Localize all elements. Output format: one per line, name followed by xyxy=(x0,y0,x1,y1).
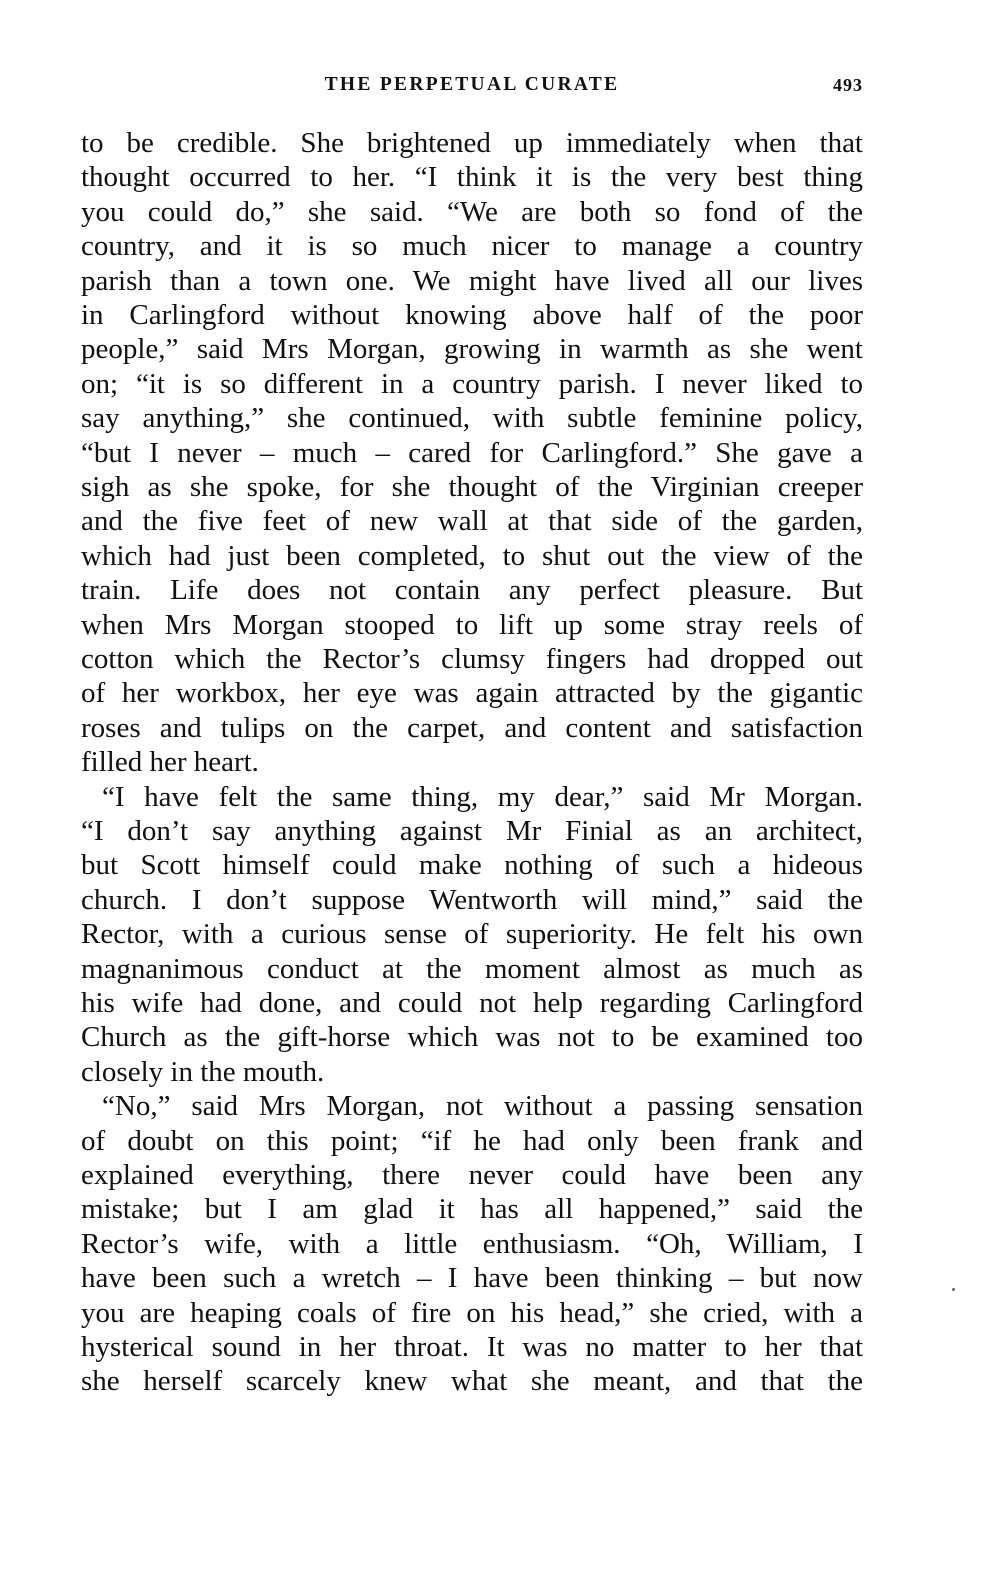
text-line: hysterical sound in her throat. It was no matter to her that xyxy=(81,1331,863,1363)
body-text xyxy=(81,126,863,1396)
text-line: you could do,” she said. “We are both so fond of the xyxy=(81,195,863,228)
text-line: say anything,” she continued, with subtle feminine policy, xyxy=(81,402,863,435)
text-line: “but I never – much – cared for Carlingford.” She gave a xyxy=(81,436,863,469)
text-line: Rector’s wife, with a little enthusiasm. “Oh, William, I xyxy=(81,1227,863,1260)
text-line: country, and it is so much nicer to manage a country xyxy=(81,230,863,263)
text-line: cotton which the Rector’s clumsy fingers had dropped out xyxy=(81,643,863,675)
text-line: she herself scarcely knew what she meant, and that the xyxy=(81,1365,863,1398)
text-line: but Scott himself could make nothing of such a hideous xyxy=(81,849,863,882)
text-line: closely in the mouth. xyxy=(81,1055,325,1088)
text-line: on; “it is so different in a country parish. I never liked to xyxy=(81,367,863,400)
running-title: THE PERPETUAL CURATE xyxy=(324,74,620,95)
text-line: “I don’t say anything against Mr Finial as an architect, xyxy=(81,815,863,847)
text-line: which had just been completed, to shut out the view of the xyxy=(81,539,863,572)
text-line: and the five feet of new wall at that side of the garden, xyxy=(81,505,863,538)
text-line: Church as the gift-horse which was not to be examined too xyxy=(81,1021,863,1054)
text-line: Rector, with a curious sense of superiority. He felt his own xyxy=(81,918,863,951)
text-line: “I have felt the same thing, my dear,” said Mr Morgan. xyxy=(102,780,863,813)
text-line: of her workbox, her eye was again attracted by the gigantic xyxy=(81,677,863,710)
running-head xyxy=(81,72,863,102)
text-line: church. I don’t suppose Wentworth will mind,” said the xyxy=(81,883,863,916)
text-line: train. Life does not contain any perfect pleasure. But xyxy=(81,574,863,607)
text-line: when Mrs Morgan stooped to lift up some stray reels of xyxy=(81,608,863,641)
text-line: filled her heart. xyxy=(81,746,259,779)
text-line: thought occurred to her. “I think it is the very best thing xyxy=(81,161,863,194)
text-line: parish than a town one. We might have lived all our lives xyxy=(81,264,863,297)
text-line: have been such a wretch – I have been thinking – but now xyxy=(81,1262,863,1295)
text-line: to be credible. She brightened up immediately when that xyxy=(81,127,863,159)
page-number: 493 xyxy=(833,75,863,95)
text-line: people,” said Mrs Morgan, growing in warmth as she went xyxy=(81,333,863,366)
text-line: you are heaping coals of fire on his head,” she cried, with a xyxy=(81,1296,863,1329)
stray-ink-mark xyxy=(952,1288,955,1291)
text-line: mistake; but I am glad it has all happened,” said the xyxy=(81,1193,863,1226)
text-line: in Carlingford without knowing above half of the poor xyxy=(81,299,863,331)
text-line: explained everything, there never could have been any xyxy=(81,1159,863,1191)
text-line: sigh as she spoke, for she thought of the Virginian creeper xyxy=(81,471,863,503)
text-line: roses and tulips on the carpet, and content and satisfaction xyxy=(81,711,863,744)
text-line: “No,” said Mrs Morgan, not without a passing sensation xyxy=(102,1090,863,1123)
text-line: of doubt on this point; “if he had only been frank and xyxy=(81,1124,863,1157)
text-line: magnanimous conduct at the moment almost as much as xyxy=(81,952,863,985)
text-line: his wife had done, and could not help regarding Carlingford xyxy=(81,987,863,1019)
